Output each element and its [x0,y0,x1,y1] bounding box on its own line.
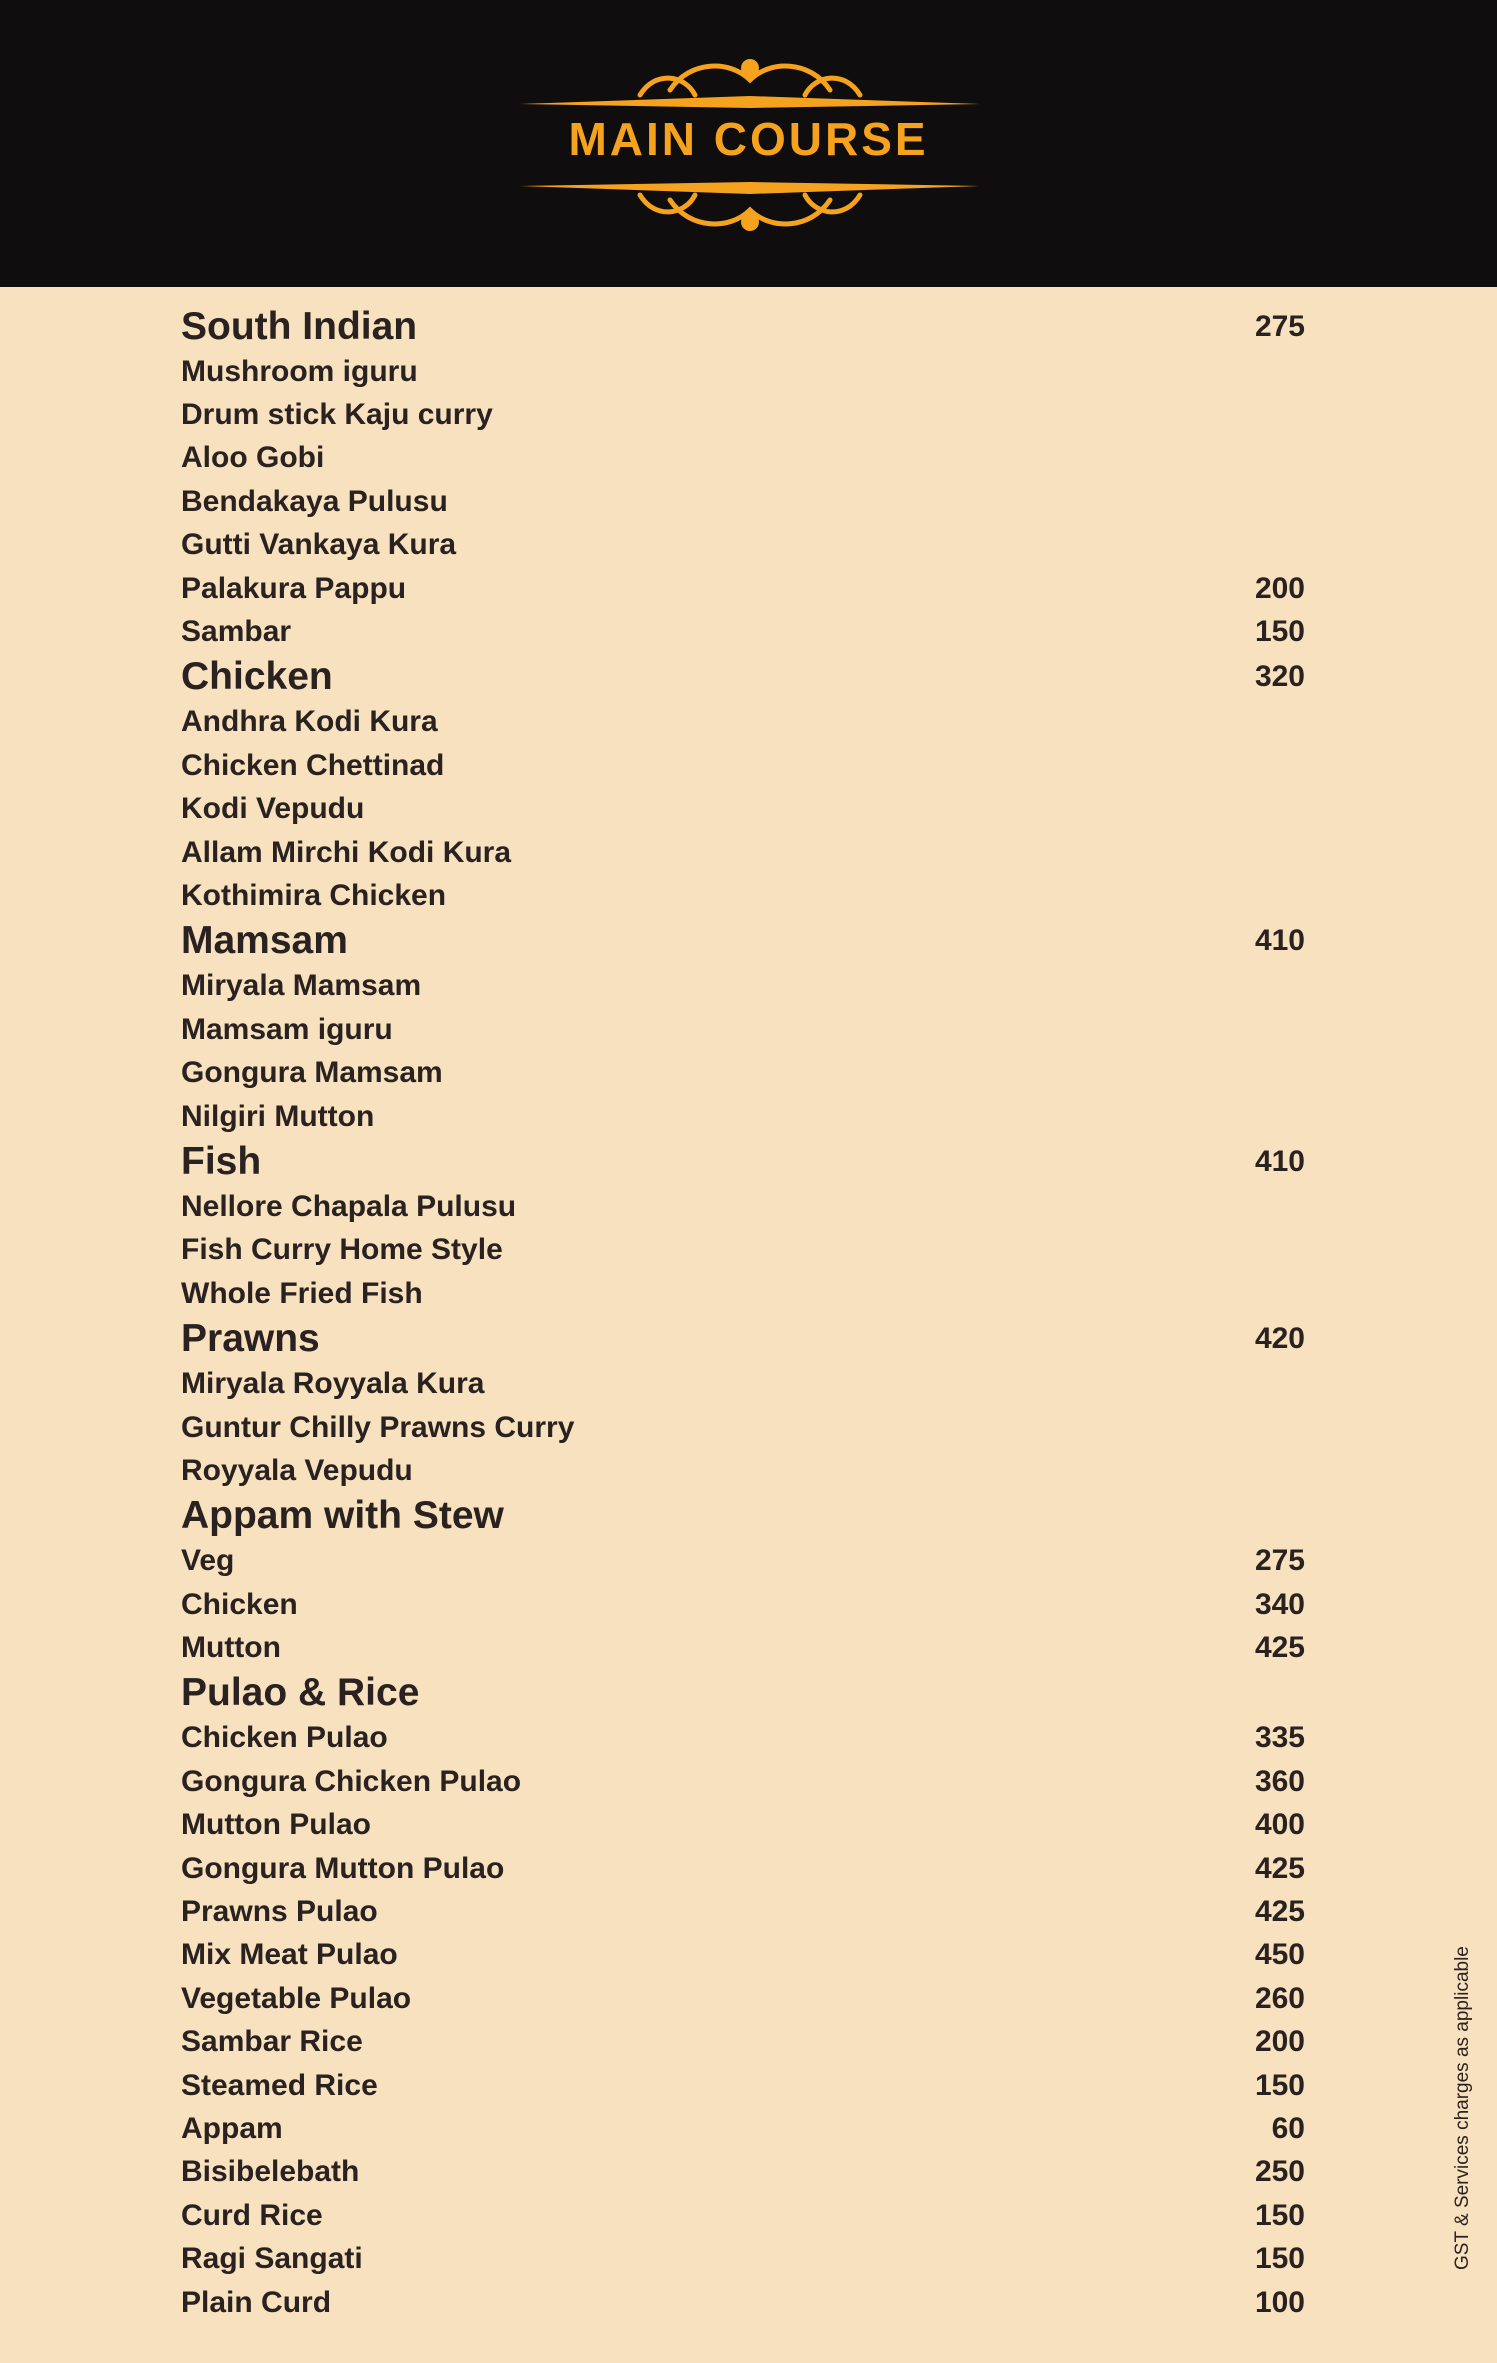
item-name: Nellore Chapala Pulusu [181,1189,517,1223]
item-price: 100 [1254,2285,1305,2319]
item-name: Chicken [181,1587,298,1621]
item-name: Mamsam iguru [181,1012,393,1046]
item-name: Royyala Vepudu [181,1453,413,1487]
item-name: Curd Rice [181,2198,323,2232]
menu-item [181,965,1305,1008]
item-name: Gongura Chicken Pulao [181,1764,522,1798]
item-name: Whole Fried Fish [181,1276,423,1310]
section-heading-row [181,1493,1305,1540]
menu-item [181,744,1305,787]
menu-item [181,788,1305,831]
menu-item [181,567,1305,610]
section-heading: Pulao & Rice [181,1671,420,1715]
menu-item [181,1362,1305,1405]
menu-item [181,1626,1305,1669]
item-name: Veg [181,1544,235,1578]
section-heading-row [181,1315,1305,1362]
item-name: Aloo Gobi [181,441,325,475]
menu-item [181,1229,1305,1272]
menu-item [181,1804,1305,1847]
item-price: 200 [1254,571,1305,605]
item-price: 150 [1254,2198,1305,2232]
item-name: Mix Meat Pulao [181,1938,398,1972]
section-heading: Chicken [181,655,333,699]
item-name: Sambar Rice [181,2025,363,2059]
item-price: 425 [1254,1895,1305,1929]
section-price: 410 [1254,1144,1305,1178]
section-price: 420 [1254,1321,1305,1355]
section-heading: Mamsam [181,919,348,963]
item-name: Appam [181,2111,283,2145]
menu-item [181,480,1305,523]
menu-item [181,1449,1305,1492]
item-name: Miryala Mamsam [181,969,422,1003]
menu-item [181,1406,1305,1449]
section-heading-row [181,918,1305,965]
item-name: Miryala Royyala Kura [181,1367,485,1401]
item-name: Nilgiri Mutton [181,1099,375,1133]
section-heading-row [181,1670,1305,1717]
item-name: Chicken Chettinad [181,748,445,782]
menu-header [0,0,1497,287]
menu-item [181,610,1305,653]
menu-item [181,1890,1305,1933]
menu-item [181,1540,1305,1583]
menu-item [181,1051,1305,1094]
menu-item [181,1583,1305,1626]
item-name: Plain Curd [181,2285,332,2319]
menu-item [181,1008,1305,1051]
item-price: 400 [1254,1808,1305,1842]
item-price: 340 [1254,1587,1305,1621]
item-name: Gongura Mamsam [181,1056,443,1090]
menu-item [181,350,1305,393]
section-price: 320 [1254,660,1305,694]
menu-item [181,437,1305,480]
item-name: Steamed Rice [181,2068,378,2102]
item-name: Kothimira Chicken [181,878,447,912]
item-name: Bendakaya Pulusu [181,484,448,518]
item-name: Allam Mirchi Kodi Kura [181,835,512,869]
menu-item [181,1185,1305,1228]
menu-item [181,1847,1305,1890]
item-name: Palakura Pappu [181,571,407,605]
item-name: Fish Curry Home Style [181,1233,503,1267]
menu-item [181,2237,1305,2280]
item-name: Guntur Chilly Prawns Curry [181,1410,575,1444]
item-name: Sambar [181,615,292,649]
item-price: 450 [1254,1938,1305,1972]
item-name: Kodi Vepudu [181,792,365,826]
item-price: 150 [1254,2068,1305,2102]
item-name: Chicken Pulao [181,1721,388,1755]
section-heading: Appam with Stew [181,1494,504,1538]
item-name: Drum stick Kaju curry [181,398,493,432]
item-name: Gongura Mutton Pulao [181,1851,505,1885]
menu-list [181,303,1305,2324]
item-price: 425 [1254,1631,1305,1665]
item-name: Ragi Sangati [181,2242,363,2276]
tax-note: GST & Services charges as applicable [1452,1946,1473,2270]
menu-item [181,2107,1305,2150]
item-name: Prawns Pulao [181,1895,378,1929]
menu-item [181,524,1305,567]
item-price: 425 [1254,1851,1305,1885]
menu-item [181,2151,1305,2194]
menu-item [181,1760,1305,1803]
menu-item [181,701,1305,744]
section-heading: Fish [181,1139,262,1183]
menu-item [181,874,1305,917]
item-price: 335 [1254,1721,1305,1755]
item-price: 150 [1254,615,1305,649]
section-heading-row [181,654,1305,701]
section-heading: South Indian [181,304,418,348]
section-price: 410 [1254,924,1305,958]
item-price: 60 [1271,2111,1305,2145]
item-price: 150 [1254,2242,1305,2276]
item-price: 260 [1254,1981,1305,2015]
menu-item [181,1934,1305,1977]
menu-item [181,1717,1305,1760]
section-heading-row [181,1138,1305,1185]
menu-item [181,393,1305,436]
section-price: 275 [1254,309,1305,343]
item-name: Mushroom iguru [181,354,418,388]
section-heading: Prawns [181,1316,320,1360]
menu-item [181,1977,1305,2020]
menu-item [181,2281,1305,2324]
menu-item [181,1272,1305,1315]
menu-item [181,2194,1305,2237]
section-heading-row [181,303,1305,350]
item-price: 275 [1254,1544,1305,1578]
item-name: Vegetable Pulao [181,1981,412,2015]
menu-item [181,831,1305,874]
item-name: Mutton Pulao [181,1808,371,1842]
item-name: Andhra Kodi Kura [181,705,438,739]
menu-item [181,2064,1305,2107]
item-price: 250 [1254,2155,1305,2189]
item-name: Gutti Vankaya Kura [181,528,457,562]
item-name: Bisibelebath [181,2155,360,2189]
menu-item [181,2021,1305,2064]
item-name: Mutton [181,1631,281,1665]
page-title: MAIN COURSE [568,113,929,165]
menu-item [181,1095,1305,1138]
item-price: 360 [1254,1764,1305,1798]
item-price: 200 [1254,2025,1305,2059]
